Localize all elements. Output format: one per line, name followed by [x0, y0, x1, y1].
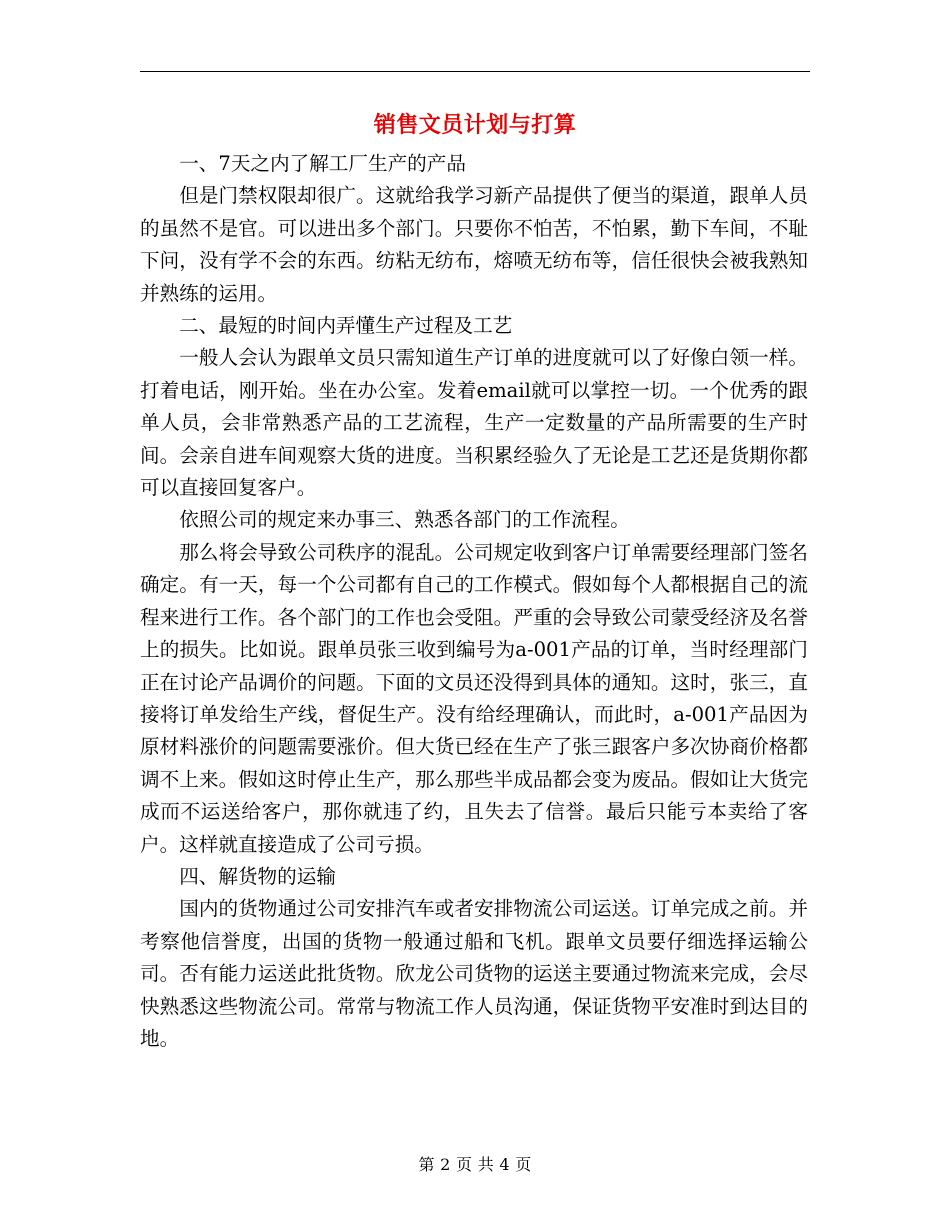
section-heading-1: 一、7天之内了解工厂生产的产品: [179, 152, 466, 175]
body-paragraph: 国内的货物通过公司安排汽车或者安排物流公司运送。订单完成之前。并考察他信誉度，出国的货物一般通过船和飞机。跟单文员要仔细选择运输公司。否有能力运送此批货物。欣龙公司货物的运送主要通过物流来完成，会尽快熟悉这些物流公司。常常与物流工作人员沟通，保证货物平安准时到达目的地。: [140, 897, 808, 1050]
section-heading-4: 四、解货物的运输: [179, 864, 336, 888]
header-rule: [140, 71, 810, 72]
page-number: 第 2 页 共 4 页: [418, 1155, 532, 1174]
section-heading-2: 二、最短的时间内弄懂生产过程及工艺: [179, 314, 513, 338]
body-paragraph: 一般人会认为跟单文员只需知道生产订单的进度就可以了好像白领一样。打着电话，刚开始。坐在办公室。发着email就可以掌控一切。一个优秀的跟单人员，会非常熟悉产品的工艺流程，生产一定数量的产品所需要的生产时间。会亲自进车间观察大货的进度。当积累经验久了无论是工艺还是货期你都可以直接回复客户。: [140, 346, 808, 500]
document-body: [140, 148, 808, 1055]
body-paragraph: 那么将会导致公司秩序的混乱。公司规定收到客户订单需要经理部门签名确定。有一天，每一个公司都有自己的工作模式。假如每个人都根据自己的流程来进行工作。各个部门的工作也会受阻。严重的会导致公司蒙受经济及名誉上的损失。比如说。跟单员张三收到编号为a-001产品的订单，当时经理部门正在讨论产品调价的问题。下面的文员还没得到具体的通知。这时，张三，直接将订单发给生产线，督促生产。没有给经理确认，而此时，a-001产品因为原材料涨价的问题需要涨价。但大货已经在生产了张三跟客户多次协商价格都调不上来。假如这时停止生产，那么那些半成品都会变为废品。假如让大货完成而不运送给客户，那你就违了约，且失去了信誉。最后只能亏本卖给了客户。这样就直接造成了公司亏损。: [140, 540, 808, 856]
body-paragraph: 但是门禁权限却很广。这就给我学习新产品提供了便当的渠道，跟单人员的虽然不是官。可以进出多个部门。只要你不怕苦，不怕累，勤下车间，不耻下问，没有学不会的东西。纺粘无纺布，熔喷无纺布等，信任很快会被我熟知并熟练的运用。: [140, 184, 808, 305]
document-title: 销售文员计划与打算: [373, 112, 577, 138]
section-heading-3: 依照公司的规定来办事三、熟悉各部门的工作流程。: [179, 508, 630, 532]
